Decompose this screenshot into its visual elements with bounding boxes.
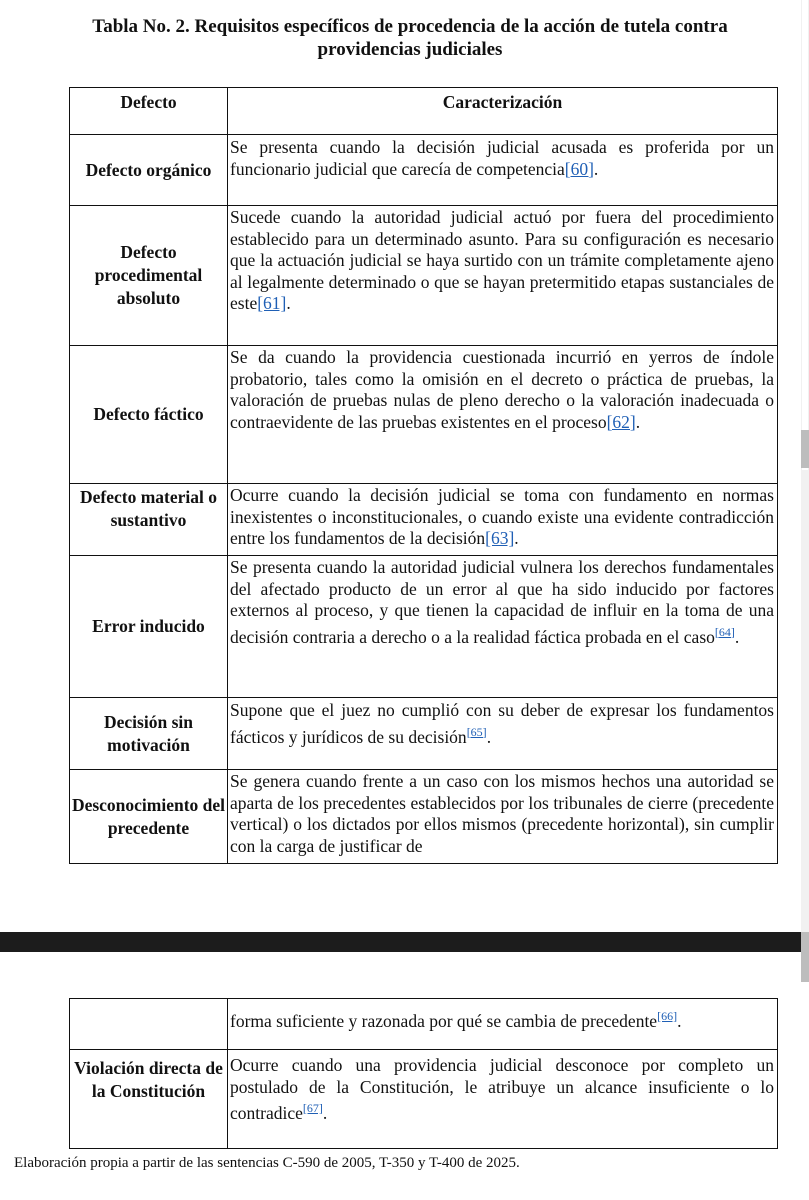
row-label: Defecto orgánico — [70, 135, 228, 206]
table-title: Tabla No. 2. Requisitos específicos de procedencia de la acción de tutela contra providencias judiciales — [92, 16, 728, 60]
row-label: Error inducido — [70, 556, 228, 698]
row-label: Desconocimiento del precedente — [70, 770, 228, 864]
row-text: Ocurre cuando la decisión judicial se toma con fundamento en normas inexistentes o inconstitucionales, o cuando existe una evidente contradicción entre los fundamentos de la decisión[63]. — [228, 484, 778, 556]
row-text: Sucede cuando la autoridad judicial actuó por fuera del procedimiento establecido para un determinado asunto. Para su configuración es necesario que la actuación judicial se haya surtido con un trámite completamente ajeno al legalmente determinado o que se hayan pretermitido etapas sustanciales de este[61]. — [228, 206, 778, 346]
row-label: Violación directa de la Constitución — [70, 1050, 228, 1149]
footnote-link-64[interactable]: [64] — [714, 624, 735, 639]
table-row — [70, 770, 778, 864]
page-separator — [0, 932, 809, 952]
row-text: Ocurre cuando una providencia judicial desconoce por completo un postulado de la Constitución, le atribuye un alcance insuficiente o lo contradice[67]. — [228, 1050, 778, 1149]
header-defect: Defecto — [70, 88, 228, 135]
footnote-link-62[interactable]: [62] — [606, 411, 636, 432]
table-row — [70, 135, 778, 206]
footnote-link-67[interactable]: [67] — [302, 1101, 323, 1115]
row-text: Se presenta cuando la autoridad judicial vulnera los derechos fundamentales del afectado producto de un error al que ha sido inducido por factores externos al proceso, y que tienen la capacidad de influir en la toma de una decisión contraria a derecho o a la realidad fáctica probada en el caso[64]. — [228, 556, 778, 698]
table-row — [70, 999, 778, 1050]
table-row — [70, 556, 778, 698]
row-text: Se da cuando la providencia cuestionada incurrió en yerros de índole probatorio, tales como la omisión en el decreto o práctica de pruebas, la valoración de pruebas nulas de pleno derecho o la valoración inadecuada o contraevidente de las pruebas existentes en el proceso[62]. — [228, 346, 778, 484]
requirements-table-continuation — [69, 998, 778, 1149]
row-text: Se presenta cuando la decisión judicial acusada es proferida por un funcionario judicial que carecía de competencia[60]. — [228, 135, 778, 206]
table-row — [70, 484, 778, 556]
table-row — [70, 698, 778, 770]
footnote-link-66[interactable]: [66] — [657, 1009, 678, 1023]
header-characterization: Caracterización — [228, 88, 778, 135]
table-row — [70, 206, 778, 346]
requirements-table — [69, 87, 778, 864]
row-text: forma suficiente y razonada por qué se cambia de precedente[66]. — [228, 999, 778, 1050]
row-text: Se genera cuando frente a un caso con los mismos hechos una autoridad se aparta de los precedentes establecidos por los tribunales de cierre (precedente vertical) o los dictados por ellos mismos (precedente horizontal), sin cumplir con la carga de justificar de — [228, 770, 778, 864]
table-row — [70, 1050, 778, 1149]
row-label: Defecto procedimental absoluto — [70, 206, 228, 346]
table-header-row — [70, 88, 778, 135]
row-text: Supone que el juez no cumplió con su deber de expresar los fundamentos fácticos y jurídicos de su decisión[65]. — [228, 698, 778, 770]
row-label: Defecto material o sustantivo — [70, 484, 228, 556]
table-row — [70, 346, 778, 484]
footnote-link-61[interactable]: [61] — [257, 293, 287, 313]
scrollbar-marker — [801, 430, 809, 468]
row-label: Defecto fáctico — [70, 346, 228, 484]
row-label: Decisión sin motivación — [70, 698, 228, 770]
footnote-link-65[interactable]: [65] — [466, 724, 487, 739]
scrollbar-thumb[interactable] — [802, 0, 808, 470]
footnote-link-60[interactable]: [60] — [564, 158, 594, 179]
row-label — [70, 999, 228, 1050]
footnote-link-63[interactable]: [63] — [485, 528, 515, 548]
table-caption: Elaboración propia a partir de las sentencias C-590 de 2005, T-350 y T-400 de 2025. — [14, 1155, 520, 1171]
scrollbar-marker — [801, 932, 809, 982]
